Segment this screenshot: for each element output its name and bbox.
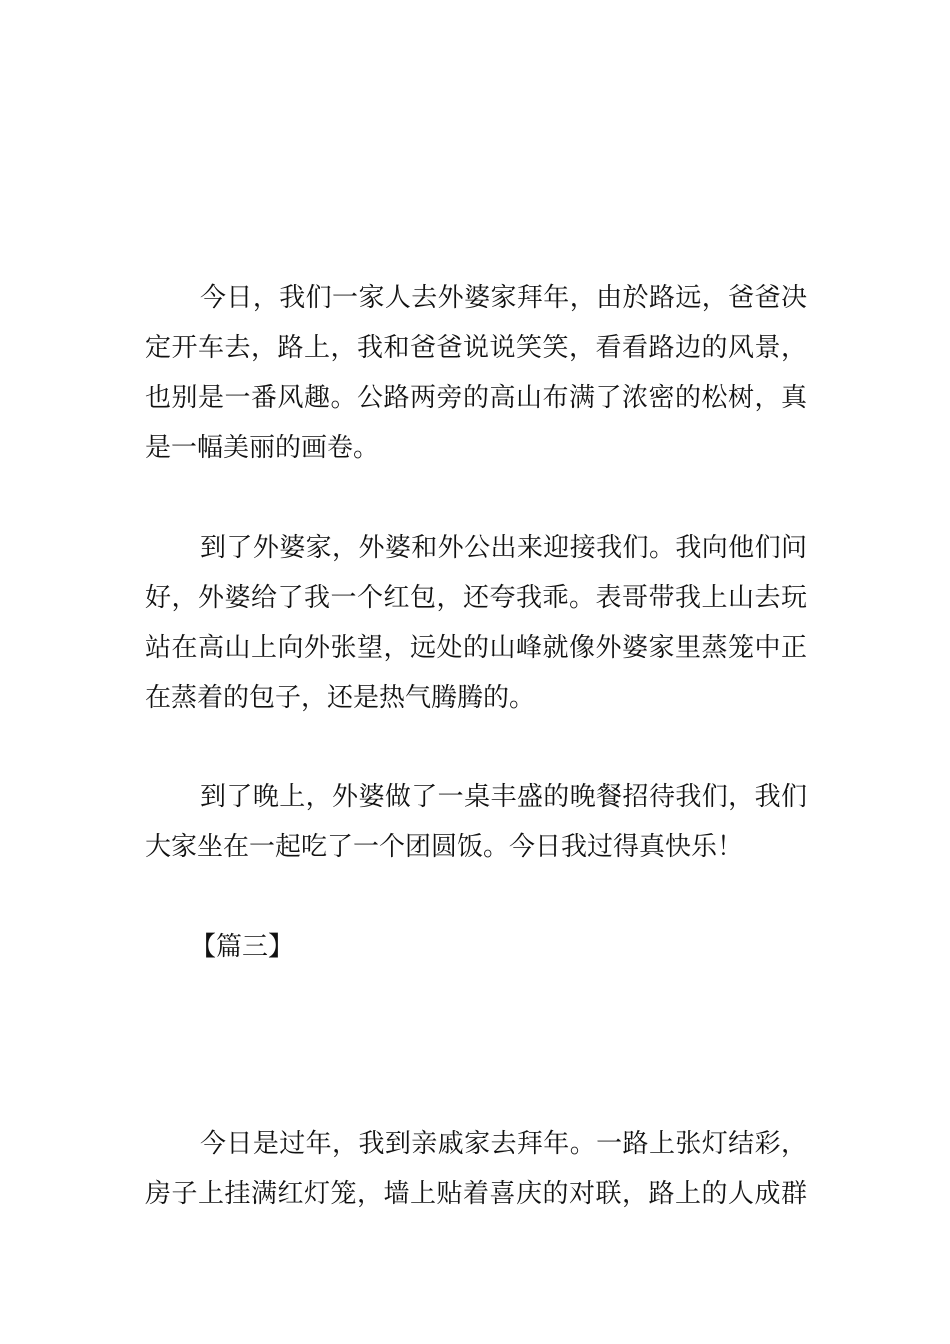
paragraph-4 [145, 1119, 807, 1219]
paragraph-line: 是一幅美丽的画卷。 [145, 433, 380, 463]
paragraph-line: 今日，我们一家人去外婆家拜年，由於路远，爸爸决 [200, 283, 807, 313]
section-heading: 【篇三】 [190, 932, 295, 962]
paragraph-line: 也别是一番风趣。公路两旁的高山布满了浓密的松树，真 [145, 383, 807, 413]
paragraph-line: 大家坐在一起吃了一个团圆饭。今日我过得真快乐！ [145, 832, 744, 862]
paragraph-line: 好，外婆给了我一个红包，还夸我乖。表哥带我上山去玩 [145, 583, 807, 613]
paragraph-line: 今日是过年，我到亲戚家去拜年。一路上张灯结彩， [200, 1129, 807, 1159]
paragraph-1 [145, 273, 807, 473]
paragraph-line: 定开车去，路上，我和爸爸说说笑笑，看看路边的风景， [145, 333, 807, 363]
paragraph-2 [145, 523, 807, 723]
paragraph-line: 房子上挂满红灯笼，墙上贴着喜庆的对联，路上的人成群 [145, 1179, 807, 1209]
paragraph-line: 在蒸着的包子，还是热气腾腾的。 [145, 683, 536, 713]
paragraph-line: 到了晚上，外婆做了一桌丰盛的晚餐招待我们，我们 [200, 782, 807, 812]
paragraph-3 [145, 772, 807, 872]
paragraph-line: 到了外婆家，外婆和外公出来迎接我们。我向他们问 [200, 533, 807, 563]
paragraph-line: 站在高山上向外张望，远处的山峰就像外婆家里蒸笼中正 [145, 633, 807, 663]
